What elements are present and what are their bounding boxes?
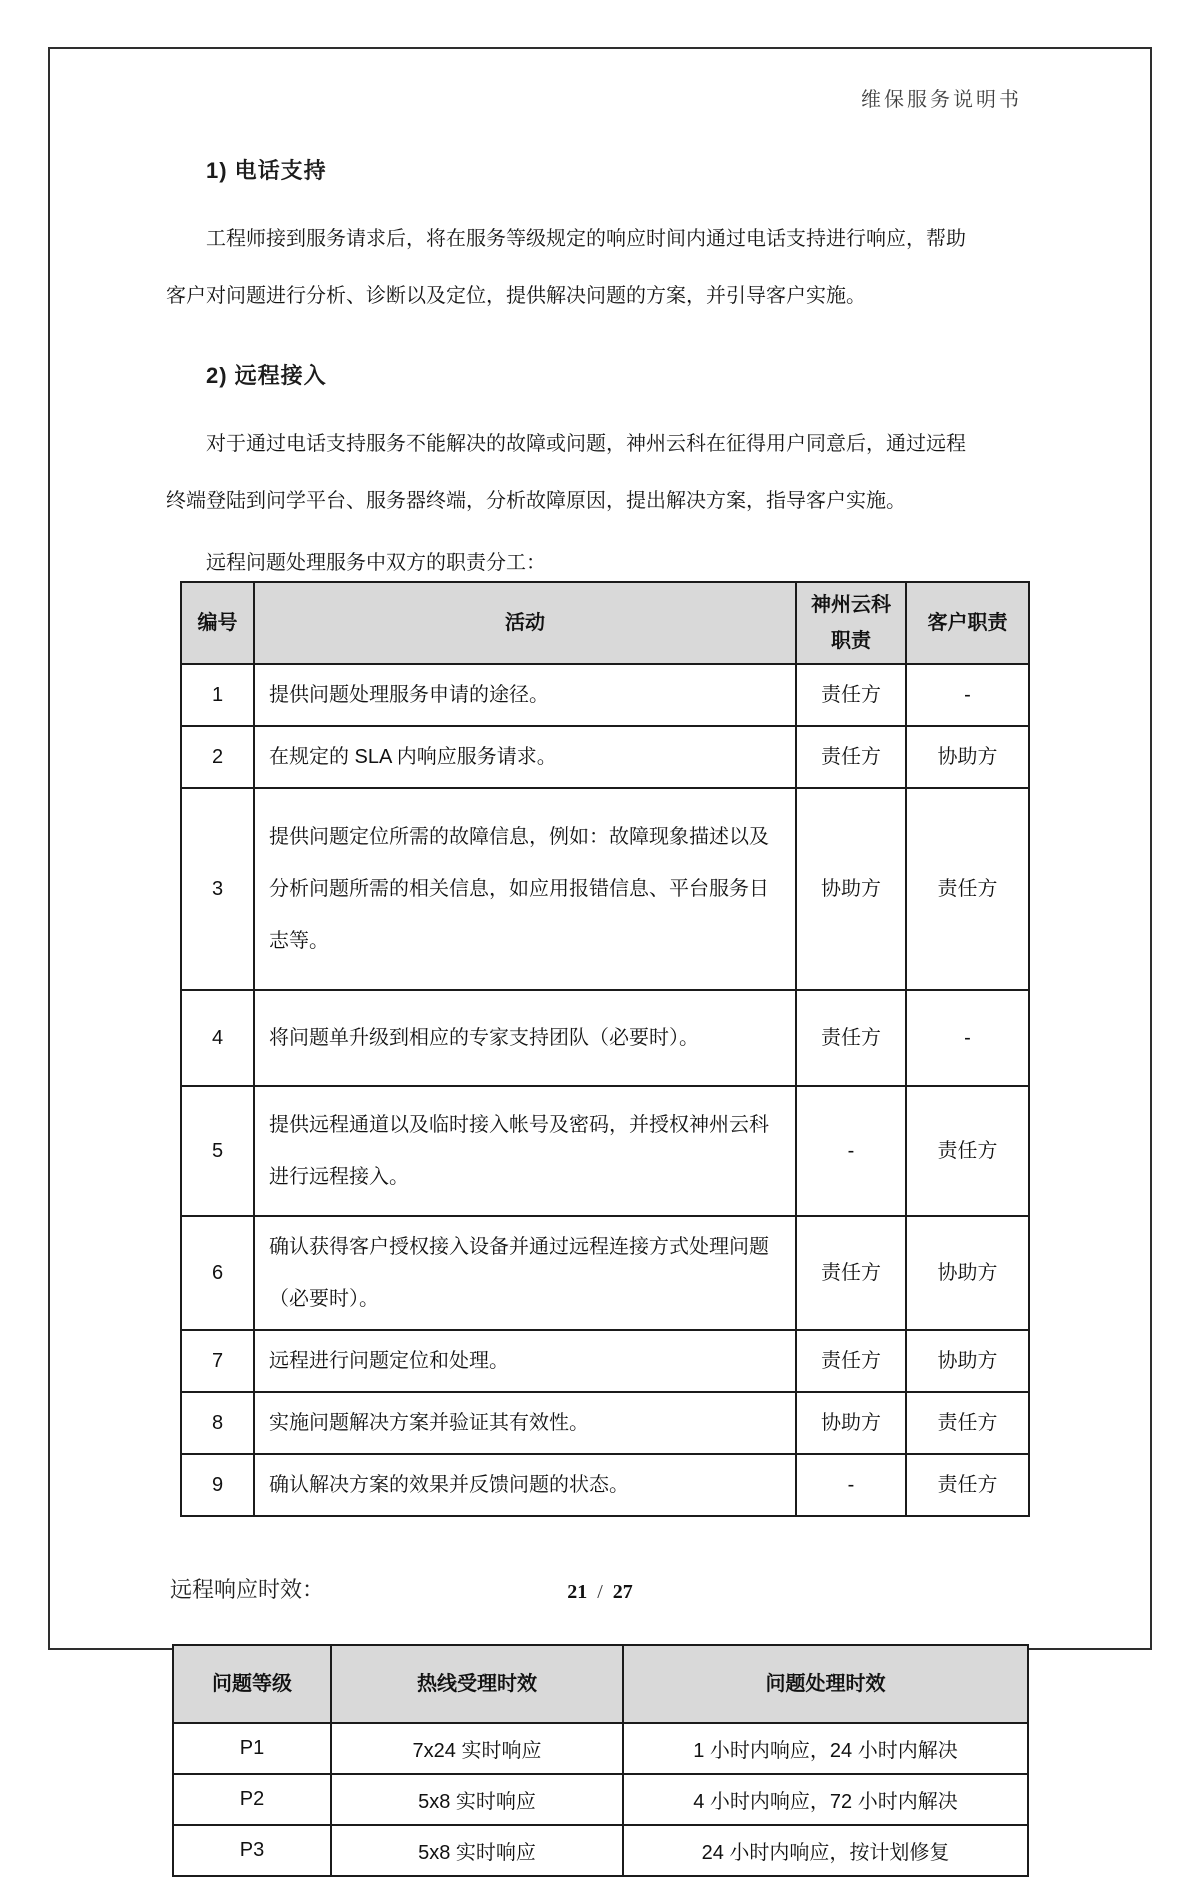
activity-cell: 实施问题解决方案并验证其有效性。	[254, 1392, 796, 1454]
vendor-role-cell: 责任方	[796, 1330, 906, 1392]
row-number-cell: 1	[181, 664, 254, 726]
column-header-handling-sla: 问题处理时效	[623, 1645, 1028, 1723]
column-header-activity: 活动	[254, 582, 796, 664]
section-heading-phone-support: 1) 电话支持	[206, 158, 327, 183]
problem-level-cell: P3	[173, 1825, 331, 1876]
vendor-role-cell: 协助方	[796, 1392, 906, 1454]
vendor-role-cell: 协助方	[796, 788, 906, 990]
timing-table-header-row	[173, 1645, 1028, 1723]
table-row	[181, 1216, 1029, 1330]
table-row	[181, 726, 1029, 788]
activity-cell: 在规定的 SLA 内响应服务请求。	[254, 726, 796, 788]
column-header-no: 编号	[181, 582, 254, 664]
section-heading-remote-access: 2) 远程接入	[206, 363, 327, 388]
problem-level-cell: P2	[173, 1774, 331, 1825]
remote-access-paragraph: 对于通过电话支持服务不能解决的故障或问题，神州云科在征得用户同意后，通过远程终端登陆到问学平台、服务器终端，分析故障原因，提出解决方案，指导客户实施。	[166, 433, 966, 512]
total-page-number: 27	[612, 1581, 633, 1603]
responsibility-table-header-row	[181, 582, 1029, 664]
customer-role-cell: 协助方	[906, 1216, 1029, 1330]
responsibility-table	[180, 581, 1030, 1517]
table-row	[181, 1392, 1029, 1454]
current-page-number: 21	[567, 1581, 588, 1603]
table-row	[173, 1774, 1028, 1825]
customer-role-cell: -	[906, 990, 1029, 1086]
vendor-role-cell: -	[796, 1454, 906, 1516]
customer-role-cell: 协助方	[906, 726, 1029, 788]
table-row	[173, 1723, 1028, 1774]
vendor-role-cell: 责任方	[796, 664, 906, 726]
table-row	[181, 1086, 1029, 1216]
row-number-cell: 7	[181, 1330, 254, 1392]
customer-role-cell: 责任方	[906, 1392, 1029, 1454]
response-timing-table	[172, 1644, 1029, 1877]
vendor-role-cell: -	[796, 1086, 906, 1216]
vendor-role-cell: 责任方	[796, 726, 906, 788]
customer-role-cell: 责任方	[906, 788, 1029, 990]
page-number-separator: /	[597, 1581, 603, 1603]
row-number-cell: 9	[181, 1454, 254, 1516]
row-number-cell: 5	[181, 1086, 254, 1216]
page-number-footer	[50, 1581, 1150, 1604]
activity-cell: 确认获得客户授权接入设备并通过远程连接方式处理问题（必要时）。	[254, 1216, 796, 1330]
problem-level-cell: P1	[173, 1723, 331, 1774]
row-number-cell: 4	[181, 990, 254, 1086]
column-header-problem-level: 问题等级	[173, 1645, 331, 1723]
row-number-cell: 8	[181, 1392, 254, 1454]
activity-cell: 将问题单升级到相应的专家支持团队（必要时）。	[254, 990, 796, 1086]
table-row	[181, 1454, 1029, 1516]
column-header-vendor-role: 神州云科职责	[796, 582, 906, 664]
activity-cell: 确认解决方案的效果并反馈问题的状态。	[254, 1454, 796, 1516]
document-header-title: 维保服务说明书	[861, 89, 1022, 111]
activity-cell: 远程进行问题定位和处理。	[254, 1330, 796, 1392]
vendor-role-cell: 责任方	[796, 1216, 906, 1330]
column-header-hotline-sla: 热线受理时效	[331, 1645, 623, 1723]
hotline-sla-cell: 5x8 实时响应	[331, 1825, 623, 1876]
hotline-sla-cell: 5x8 实时响应	[331, 1774, 623, 1825]
handling-sla-cell: 1 小时内响应，24 小时内解决	[623, 1723, 1028, 1774]
customer-role-cell: -	[906, 664, 1029, 726]
table-row	[181, 990, 1029, 1086]
customer-role-cell: 责任方	[906, 1086, 1029, 1216]
customer-role-cell: 责任方	[906, 1454, 1029, 1516]
vendor-role-cell: 责任方	[796, 990, 906, 1086]
table-row	[181, 664, 1029, 726]
response-timing-label: 远程响应时效：	[170, 1577, 325, 1602]
table-row	[173, 1825, 1028, 1876]
activity-cell: 提供远程通道以及临时接入帐号及密码，并授权神州云科进行远程接入。	[254, 1086, 796, 1216]
handling-sla-cell: 4 小时内响应，72 小时内解决	[623, 1774, 1028, 1825]
row-number-cell: 3	[181, 788, 254, 990]
handling-sla-cell: 24 小时内响应，按计划修复	[623, 1825, 1028, 1876]
activity-cell: 提供问题处理服务申请的途径。	[254, 664, 796, 726]
customer-role-cell: 协助方	[906, 1330, 1029, 1392]
table-row	[181, 1330, 1029, 1392]
document-page	[48, 47, 1152, 1864]
phone-support-paragraph: 工程师接到服务请求后，将在服务等级规定的响应时间内通过电话支持进行响应，帮助客户对问题进行分析、诊断以及定位，提供解决问题的方案，并引导客户实施。	[166, 228, 966, 307]
table-row	[181, 788, 1029, 990]
row-number-cell: 6	[181, 1216, 254, 1330]
column-header-customer-role: 客户职责	[906, 582, 1029, 664]
row-number-cell: 2	[181, 726, 254, 788]
activity-cell: 提供问题定位所需的故障信息，例如：故障现象描述以及分析问题所需的相关信息，如应用报错信息、平台服务日志等。	[254, 788, 796, 990]
hotline-sla-cell: 7x24 实时响应	[331, 1723, 623, 1774]
responsibility-table-intro: 远程问题处理服务中双方的职责分工：	[206, 552, 546, 574]
